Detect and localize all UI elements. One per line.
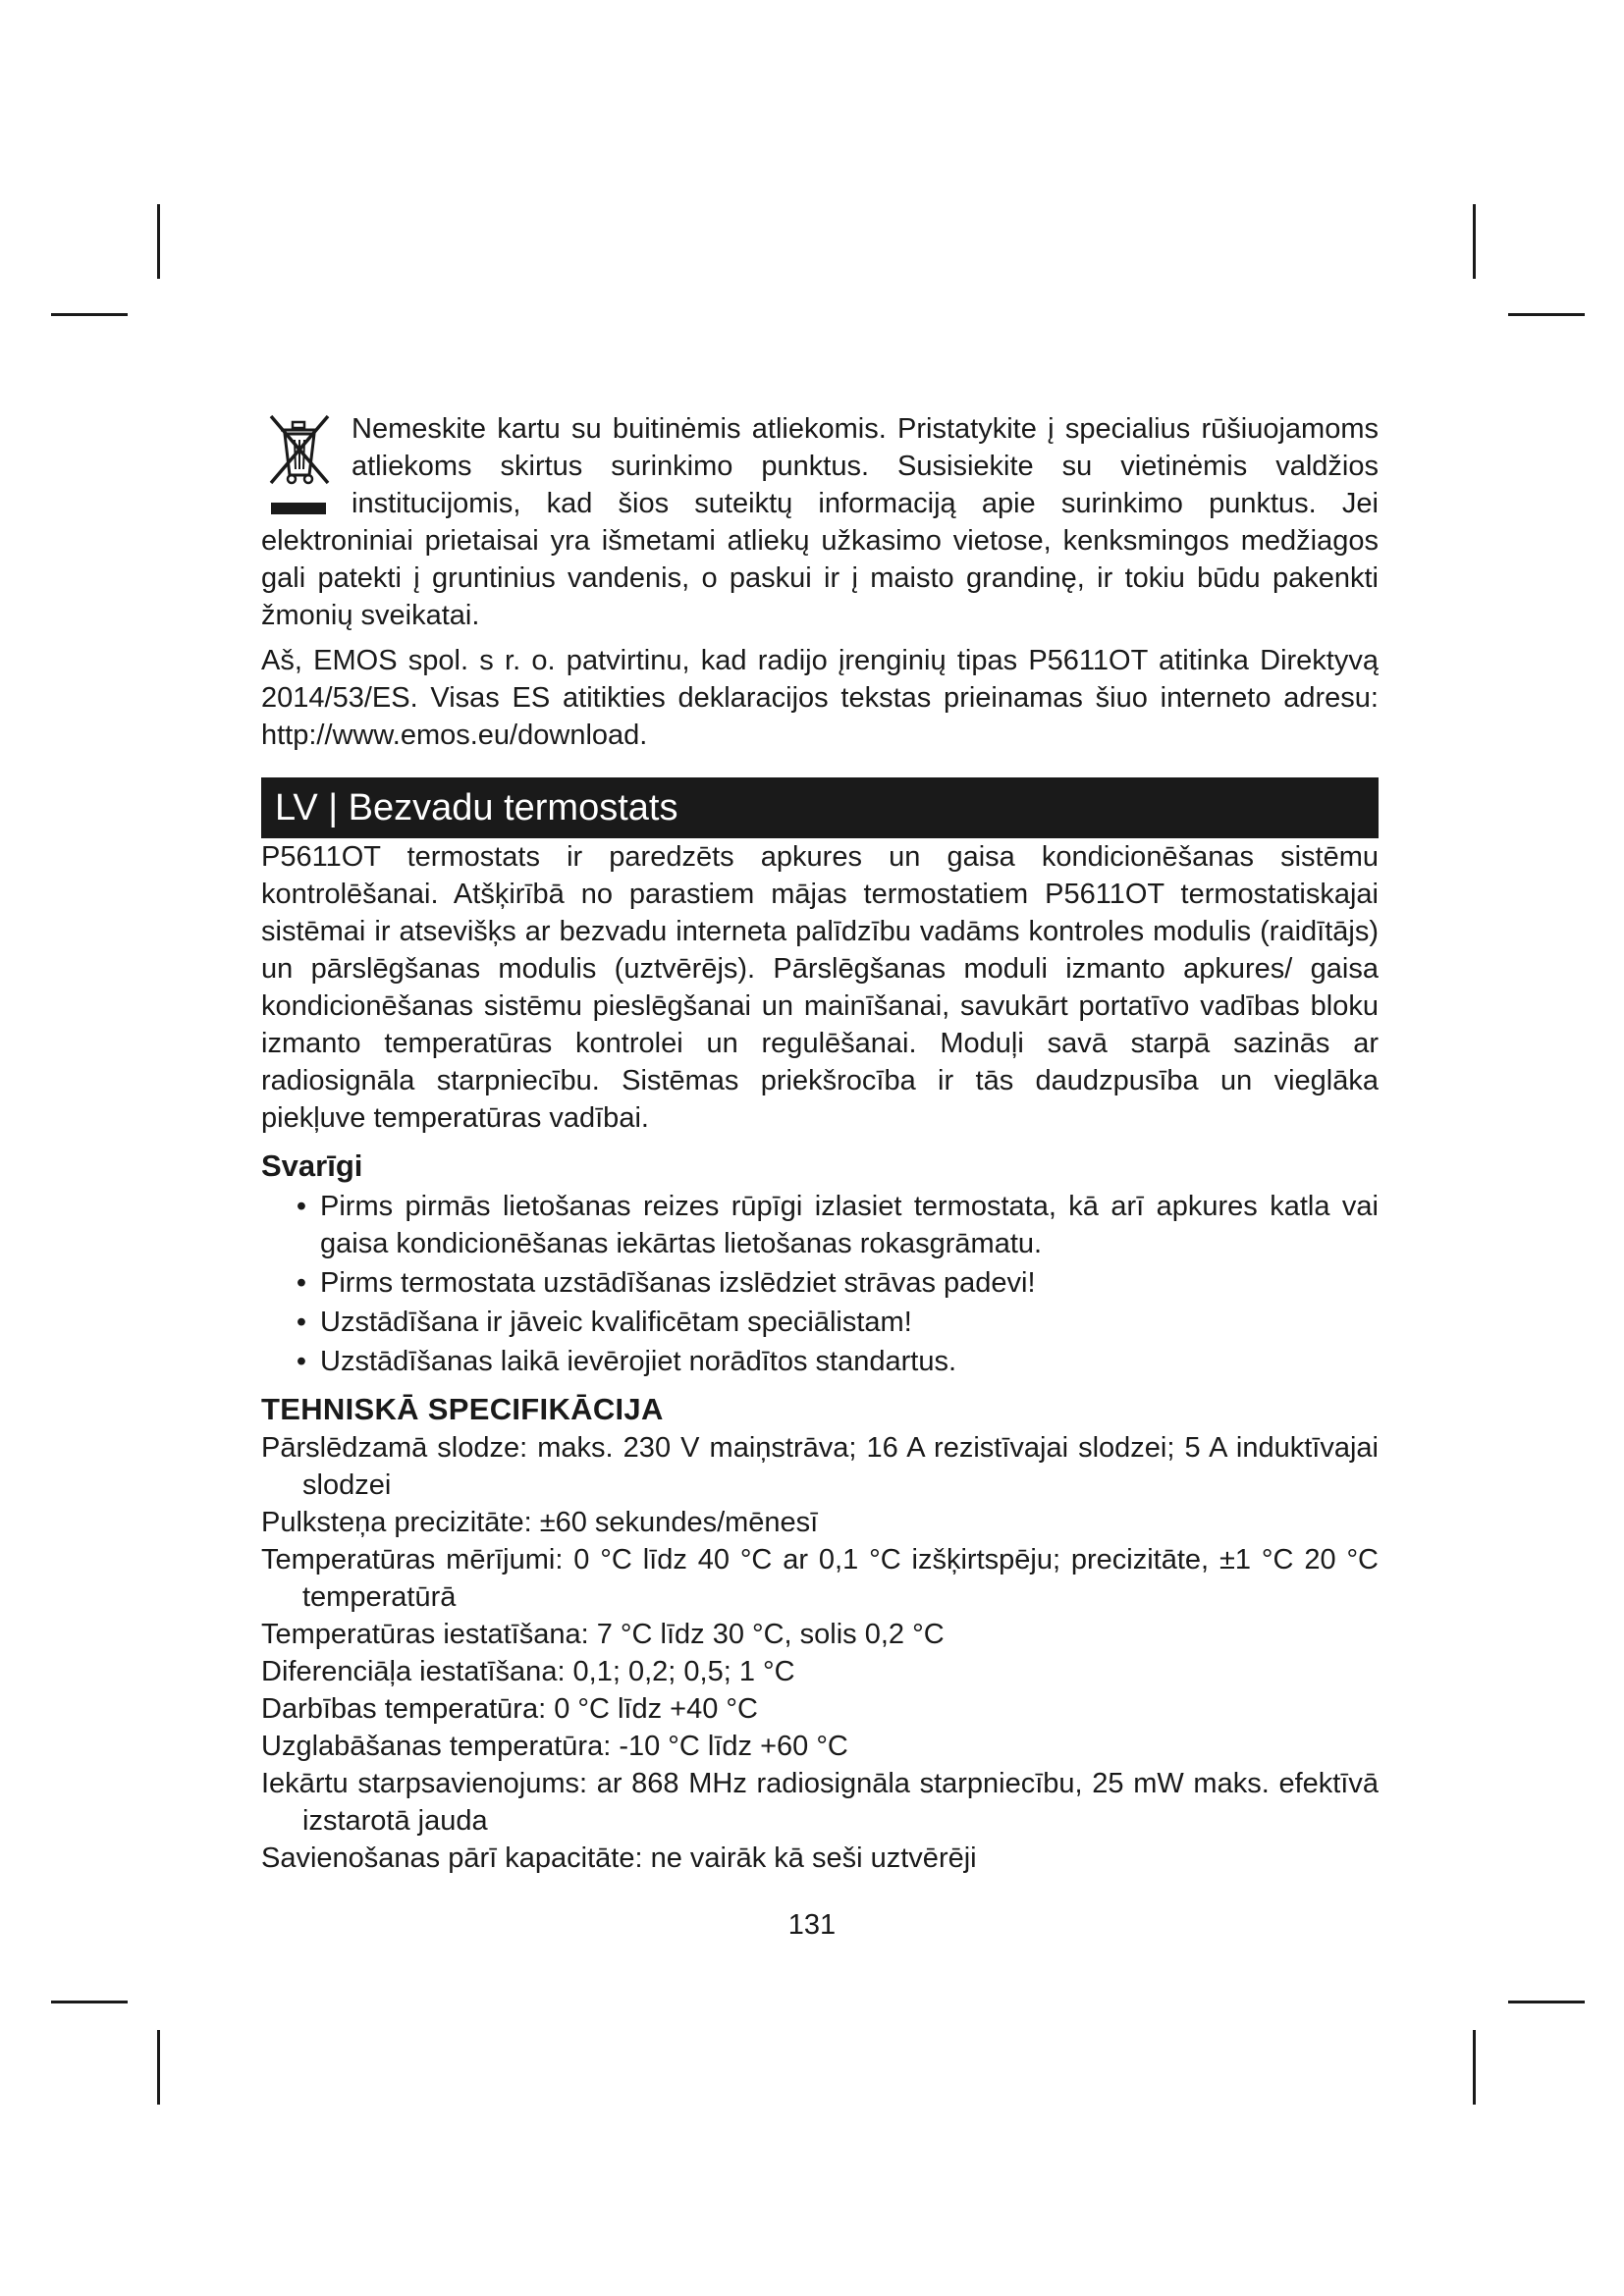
crop-mark-bottom-right-vertical — [1473, 2030, 1476, 2105]
crop-mark-bottom-left-vertical — [157, 2030, 160, 2105]
important-heading: Svarīgi — [261, 1148, 363, 1183]
bullet-icon: • — [296, 1191, 307, 1222]
lt-disposal-block — [261, 410, 1379, 634]
lv-section-title: LV | Bezvadu termostats — [275, 787, 678, 828]
weee-crossed-bin-icon — [259, 410, 338, 520]
lv-section-header-bar — [261, 777, 1379, 838]
crop-mark-bottom-right-horizontal — [1508, 2001, 1585, 2003]
crop-mark-top-right-vertical — [1473, 204, 1476, 279]
spec-heading: TEHNISKĀ SPECIFIKĀCIJA — [261, 1392, 664, 1426]
page-number: 131 — [787, 1909, 837, 1941]
bullet-icon: • — [296, 1346, 307, 1377]
crop-mark-top-left-horizontal — [51, 313, 128, 316]
crop-mark-bottom-left-horizontal — [51, 2001, 128, 2003]
lt-disposal-text: Nemeskite kartu su buitinėmis atliekomis. Pristatykite į specialius rūšiuojamoms atliekoms skirtus surinkimo punktus. Susisiekite su vietinėmis valdžios institucijomis, kad šios suteiktų informaciją apie surinkimo punktus. Jei elektroniniai prietaisai yra išmetami atliekų užkasimo vietose, kenksmingos medžiagos gali patekti į gruntinius vandenis, o paskui ir į maisto grandinę, ir tokiu būdu pakenkti žmonių sveikatai. — [261, 413, 1379, 631]
spec-row-temperature-setting: Temperatūras iestatīšana: 7 °C līdz 30 °C, solis 0,2 °C — [261, 1619, 945, 1650]
list-item: • Uzstādīšana ir jāveic kvalificētam speciālistam! — [261, 1304, 1379, 1341]
spec-list — [261, 1429, 1379, 1877]
spec-row-temperature-measurement: Temperatūras mērījumi: 0 °C līdz 40 °C ar 0,1 °C izšķirtspēju; precizitāte, ±1 °C 20 °C temperatūrā — [261, 1544, 1379, 1613]
page-content — [261, 410, 1379, 1877]
spec-row-differential-setting: Diferenciāļa iestatīšana: 0,1; 0,2; 0,5; 1 °C — [261, 1656, 795, 1687]
crop-mark-top-right-horizontal — [1508, 313, 1585, 316]
spec-row-storage-temperature: Uzglabāšanas temperatūra: -10 °C līdz +60 °C — [261, 1731, 848, 1762]
list-item: • Pirms pirmās lietošanas reizes rūpīgi izlasiet termostata, kā arī apkures katla vai gaisa kondicionēšanas iekārtas lietošanas rokasgrāmatu. — [261, 1188, 1379, 1262]
spec-row-switched-load: Pārslēdzamā slodze: maks. 230 V maiņstrāva; 16 A rezistīvajai slodzei; 5 A induktīvajai slodzei — [261, 1432, 1379, 1501]
list-item: • Uzstādīšanas laikā ievērojiet norādītos standartus. — [261, 1343, 1379, 1380]
spec-row-interconnection: Iekārtu starpsavienojums: ar 868 MHz radiosignāla starpniecību, 25 mW maks. efektīvā izstarotā jauda — [261, 1768, 1379, 1837]
spec-row-clock-accuracy: Pulksteņa precizitāte: ±60 sekundes/mēnesī — [261, 1507, 819, 1538]
crop-mark-top-left-vertical — [157, 204, 160, 279]
important-list — [261, 1188, 1379, 1380]
lt-declaration-text: Aš, EMOS spol. s r. o. patvirtinu, kad radijo įrenginių tipas P5611OT atitinka Direktyvą 2014/53/ES. Visas ES atitikties deklaracijos tekstas prieinamas šiuo interneto adresu: http://www.emos.eu/download. — [261, 645, 1379, 751]
bullet-icon: • — [296, 1267, 307, 1299]
spec-row-pairing-capacity: Savienošanas pārī kapacitāte: ne vairāk kā seši uztvērēji — [261, 1842, 977, 1874]
spec-row-operating-temperature: Darbības temperatūra: 0 °C līdz +40 °C — [261, 1693, 758, 1725]
lv-intro-paragraph: P5611OT termostats ir paredzēts apkures un gaisa kondicionēšanas sistēmu kontrolēšanai. Atšķirībā no parastiem mājas termostatiem P5611OT termostatiskajai sistēmai ir atsevišķs ar bezvadu interneta palīdzību vadāms kontroles modulis (raidītājs) un pārslēgšanas modulis (uztvērējs). Pārslēgšanas moduli izmanto apkures/ gaisa kondicionēšanas sistēmu pieslēgšanai un mainīšanai, savukārt portatīvo vadības bloku izmanto temperatūras kontrolei un regulēšanai. Moduļi savā starpā sazinās ar radiosignāla starpniecību. Sistēmas priekšrocība ir tās daudzpusība un vieglāka piekļuve temperatūras vadībai. — [261, 841, 1379, 1134]
bullet-icon: • — [296, 1307, 307, 1338]
list-item: • Pirms termostata uzstādīšanas izslēdziet strāvas padevi! — [261, 1264, 1379, 1302]
